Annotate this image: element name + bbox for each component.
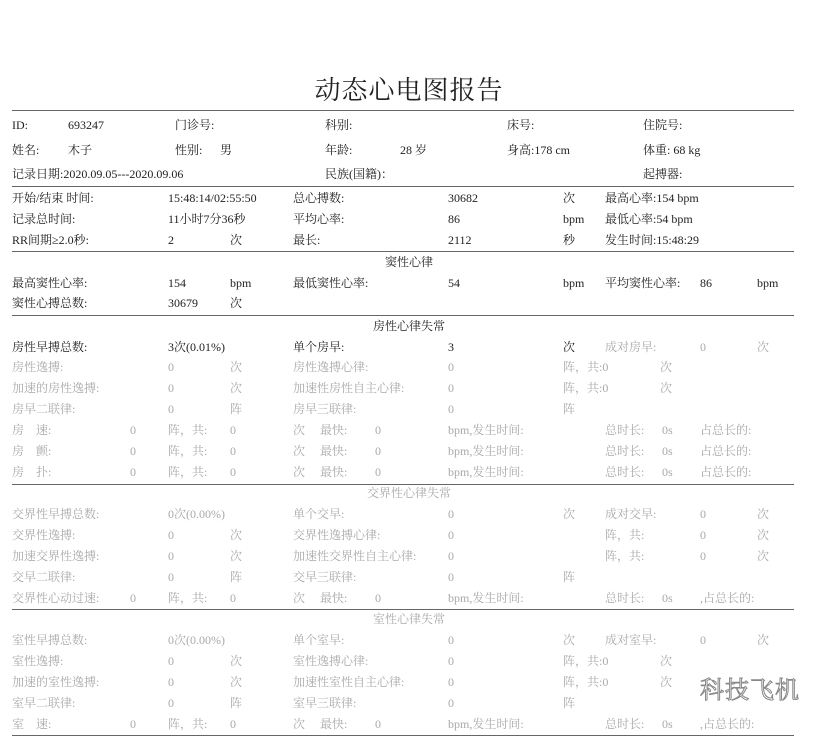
report-field: 阵 xyxy=(230,402,243,416)
report-field: 成对交早: xyxy=(605,507,657,521)
divider xyxy=(12,315,794,316)
report-field: 次 xyxy=(757,528,770,542)
report-field: 身高:178 cm xyxy=(507,143,570,157)
report-field: 床号: xyxy=(507,118,535,132)
watermark-logo: 科技飞机 xyxy=(700,676,800,704)
report-field: 0 xyxy=(375,444,381,458)
report-field: 男 xyxy=(220,143,233,157)
report-field: 最快: xyxy=(320,717,348,731)
report-field: 次 xyxy=(563,191,576,205)
report-field: 0 xyxy=(448,570,454,584)
report-field: 0 xyxy=(230,591,236,605)
report-field: 0 xyxy=(230,717,236,731)
report-field: 总时长: xyxy=(605,444,645,458)
report-field: 木子 xyxy=(68,143,93,157)
report-field: 0 xyxy=(230,423,236,437)
report-field: bpm xyxy=(230,276,252,290)
report-field: 最高心率:154 bpm xyxy=(605,191,699,205)
report-field: bpm xyxy=(563,276,585,290)
section-heading: 交界性心律失常 xyxy=(366,486,451,500)
report-field: 0 xyxy=(448,696,454,710)
report-field: 693247 xyxy=(68,118,104,132)
report-field: 0 xyxy=(230,465,236,479)
divider xyxy=(12,251,794,252)
report-field: 室 速: xyxy=(12,717,52,731)
report-field: 2112 xyxy=(448,233,472,247)
report-field: 0 xyxy=(448,381,454,395)
report-field: 最快: xyxy=(320,423,348,437)
report-field: 房 扑: xyxy=(12,465,52,479)
report-field: 最高窦性心率: xyxy=(12,276,88,290)
report-field: 交界性逸搏心律: xyxy=(293,528,381,542)
report-field: 交早三联律: xyxy=(293,570,357,584)
report-field: bpm xyxy=(757,276,779,290)
report-field: 154 xyxy=(168,276,186,290)
report-field: 最快: xyxy=(320,591,348,605)
report-field: 占总长的: xyxy=(700,423,752,437)
report-field: 发生时间:15:48:29 xyxy=(605,233,700,247)
report-field: 0次(0.00%) xyxy=(168,507,225,521)
report-field: 最长: xyxy=(293,233,321,247)
report-field: 阵，共: xyxy=(168,591,208,605)
report-field: 0 xyxy=(448,654,454,668)
report-field: 次 xyxy=(230,528,243,542)
report-field: 次 xyxy=(660,675,673,689)
report-field: bpm,发生时间: xyxy=(448,591,524,605)
report-field: 阵 xyxy=(230,696,243,710)
report-field: 平均心率: xyxy=(293,212,345,226)
report-field: 0 xyxy=(230,444,236,458)
report-field: 0 xyxy=(700,528,706,542)
report-field: 室早二联律: xyxy=(12,696,76,710)
report-field: 记录日期:2020.09.05---2020.09.06 xyxy=(12,167,184,181)
report-field: 最快: xyxy=(320,465,348,479)
report-field: 次 xyxy=(230,654,243,668)
report-field: 0 xyxy=(700,633,706,647)
report-field: 次 xyxy=(563,633,576,647)
report-field: 次 xyxy=(757,633,770,647)
report-field: 秒 xyxy=(563,233,576,247)
report-field: 0 xyxy=(130,444,136,458)
report-field: 民族(国籍)： xyxy=(325,167,393,181)
report-field: 86 xyxy=(448,212,460,226)
report-field: 平均窦性心率: xyxy=(605,276,681,290)
report-field: 阵 xyxy=(563,570,576,584)
report-field: 0 xyxy=(700,549,706,563)
report-field: 阵，共: xyxy=(168,717,208,731)
report-field: 成对房早: xyxy=(605,340,657,354)
report-field: 0s xyxy=(662,717,673,731)
report-field: 0 xyxy=(448,549,454,563)
report-field: 0 xyxy=(168,381,174,395)
report-field: bpm,发生时间: xyxy=(448,717,524,731)
report-field: 房早三联律: xyxy=(293,402,357,416)
report-field: RR间期≥2.0秒: xyxy=(12,233,89,247)
report-field: 年龄: xyxy=(325,143,353,157)
report-field: 11小时7分36秒 xyxy=(168,212,246,226)
report-field: 次 xyxy=(230,549,243,563)
report-field: 占总长的: xyxy=(700,444,752,458)
report-field: 0 xyxy=(168,696,174,710)
report-field: 86 xyxy=(700,276,712,290)
report-field: 0 xyxy=(130,423,136,437)
report-field: 次 xyxy=(660,381,673,395)
report-field: 总时长: xyxy=(605,591,645,605)
report-field: bpm,发生时间: xyxy=(448,423,524,437)
report-field: 室性逸搏心律: xyxy=(293,654,369,668)
report-field: 0 xyxy=(448,675,454,689)
report-field: 0次(0.00%) xyxy=(168,633,225,647)
report-field: 交界性逸搏: xyxy=(12,528,76,542)
report-field: 交界性心动过速: xyxy=(12,591,100,605)
report-field: 单个房早: xyxy=(293,340,345,354)
report-title: 动态心电图报告 xyxy=(314,76,504,105)
report-field: ,占总长的: xyxy=(700,591,755,605)
report-field: 阵，共:0 xyxy=(563,360,609,374)
report-field: 最快: xyxy=(320,444,348,458)
section-heading: 房性心律失常 xyxy=(372,319,445,333)
report-field: 次 xyxy=(230,360,243,374)
report-field: 0 xyxy=(130,591,136,605)
report-field: 0 xyxy=(168,675,174,689)
report-field: 次 xyxy=(293,465,306,479)
report-field: 0 xyxy=(168,360,174,374)
report-field: 次 xyxy=(660,360,673,374)
report-field: 0 xyxy=(375,591,381,605)
report-field: 0 xyxy=(700,507,706,521)
report-field: 交界性早搏总数: xyxy=(12,507,100,521)
report-field: 次 xyxy=(293,717,306,731)
report-field: 加速的房性逸搏: xyxy=(12,381,100,395)
report-field: bpm xyxy=(563,212,585,226)
divider xyxy=(12,186,794,187)
report-field: 0 xyxy=(168,402,174,416)
report-field: 房性早搏总数: xyxy=(12,340,88,354)
report-field: 0 xyxy=(700,340,706,354)
report-field: 加速性室性自主心律: xyxy=(293,675,405,689)
divider xyxy=(12,609,794,610)
divider xyxy=(12,110,794,111)
divider xyxy=(12,484,794,485)
report-field: ID: xyxy=(12,118,28,132)
report-field: 占总长的: xyxy=(700,465,752,479)
report-field: 2 xyxy=(168,233,174,247)
report-field: 次 xyxy=(757,507,770,521)
report-field: 次 xyxy=(563,507,576,521)
report-field: 阵，共:0 xyxy=(563,381,609,395)
report-field: bpm,发生时间: xyxy=(448,465,524,479)
report-field: 28 岁 xyxy=(400,143,428,157)
report-field: 次 xyxy=(660,654,673,668)
report-field: 0s xyxy=(662,465,673,479)
report-field: 0s xyxy=(662,444,673,458)
report-field: 阵，共:0 xyxy=(563,654,609,668)
report-field: 阵 xyxy=(563,402,576,416)
report-field: 次 xyxy=(230,233,243,247)
report-field: 15:48:14/02:55:50 xyxy=(168,191,257,205)
section-heading: 室性心律失常 xyxy=(372,612,445,626)
report-field: 最低窦性心率: xyxy=(293,276,369,290)
report-field: 0 xyxy=(448,402,454,416)
report-field: 0 xyxy=(130,465,136,479)
report-field: 体重: 68 kg xyxy=(643,143,701,157)
report-field: 门诊号: xyxy=(175,118,215,132)
report-field: 总心搏数: xyxy=(293,191,345,205)
report-field: 阵，共: xyxy=(168,444,208,458)
report-field: 0 xyxy=(448,360,454,374)
report-field: 次 xyxy=(293,423,306,437)
report-field: 加速性房性自主心律: xyxy=(293,381,405,395)
report-field: 单个交早: xyxy=(293,507,345,521)
report-field: 单个室早: xyxy=(293,633,345,647)
report-field: 性别: xyxy=(175,143,203,157)
report-field: 0 xyxy=(448,507,454,521)
report-field: 0 xyxy=(168,570,174,584)
report-field: 总时长: xyxy=(605,423,645,437)
report-field: 房 速: xyxy=(12,423,52,437)
report-field: 房性逸搏: xyxy=(12,360,64,374)
report-field: 0 xyxy=(375,423,381,437)
report-field: bpm,发生时间: xyxy=(448,444,524,458)
report-field: 0 xyxy=(168,528,174,542)
report-field: 房 颤: xyxy=(12,444,52,458)
report-field: 0 xyxy=(375,717,381,731)
report-field: 加速性交界性自主心律: xyxy=(293,549,417,563)
report-field: 次 xyxy=(757,340,770,354)
report-field: 房性逸搏心律: xyxy=(293,360,369,374)
report-field: 0 xyxy=(130,717,136,731)
report-field: 加速的室性逸搏: xyxy=(12,675,100,689)
report-field: 0s xyxy=(662,423,673,437)
report-field: 阵 xyxy=(563,696,576,710)
report-field: 室早三联律: xyxy=(293,696,357,710)
report-field: 阵 xyxy=(230,570,243,584)
report-field: 加速交界性逸搏: xyxy=(12,549,100,563)
report-field: 54 xyxy=(448,276,460,290)
report-field: 0 xyxy=(448,528,454,542)
report-field: 总时长: xyxy=(605,465,645,479)
report-field: 次 xyxy=(230,381,243,395)
report-field: 科别: xyxy=(325,118,353,132)
report-field: 房早二联律: xyxy=(12,402,76,416)
report-field: 0 xyxy=(168,549,174,563)
report-field: 阵，共:0 xyxy=(563,675,609,689)
report-field: 3 xyxy=(448,340,454,354)
report-field: 次 xyxy=(563,340,576,354)
report-field: 起搏器: xyxy=(643,167,683,181)
report-field: 次 xyxy=(293,591,306,605)
report-field: 30679 xyxy=(168,296,198,310)
report-field: 0s xyxy=(662,591,673,605)
report-field: 次 xyxy=(293,444,306,458)
report-field: 姓名: xyxy=(12,143,40,157)
section-heading: 窦性心律 xyxy=(384,255,433,269)
report-field: 0 xyxy=(448,633,454,647)
report-field: 成对室早: xyxy=(605,633,657,647)
report-field: 阵，共: xyxy=(168,465,208,479)
report-field: 阵，共: xyxy=(605,528,645,542)
report-field: 阵，共: xyxy=(605,549,645,563)
report-field: 最低心率:54 bpm xyxy=(605,212,693,226)
report-field: 30682 xyxy=(448,191,478,205)
report-field: 交早二联律: xyxy=(12,570,76,584)
report-field: 住院号: xyxy=(643,118,683,132)
report-field: 总时长: xyxy=(605,717,645,731)
report-field: 次 xyxy=(757,549,770,563)
report-field: 次 xyxy=(230,296,243,310)
report-field: ,占总长的: xyxy=(700,717,755,731)
report-field: 记录总时间: xyxy=(12,212,76,226)
report-field: 0 xyxy=(375,465,381,479)
report-field: 0 xyxy=(168,654,174,668)
report-field: 室性逸搏: xyxy=(12,654,64,668)
report-field: 开始/结束 时间: xyxy=(12,191,94,205)
report-field: 室性早搏总数: xyxy=(12,633,88,647)
report-field: 3次(0.01%) xyxy=(168,340,225,354)
report-field: 次 xyxy=(230,675,243,689)
report-field: 阵，共: xyxy=(168,423,208,437)
report-field: 窦性心搏总数: xyxy=(12,296,88,310)
